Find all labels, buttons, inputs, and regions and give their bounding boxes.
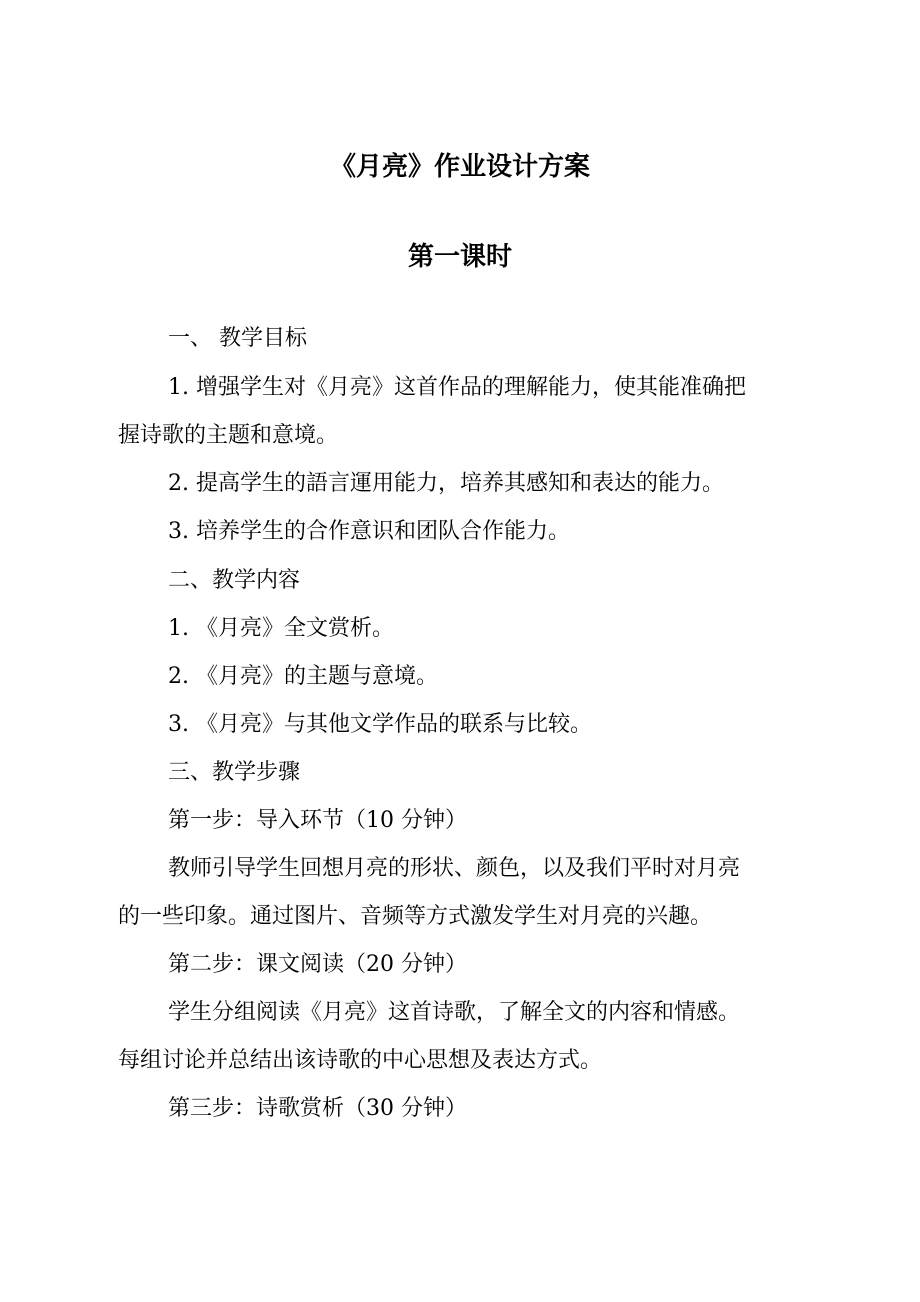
heading-teaching-content: 二、教学内容 bbox=[168, 568, 301, 593]
content-3: 3. 《月亮》与其他文学作品的联系与比较。 bbox=[168, 712, 592, 737]
step-1-text-line-2: 的一些印象。通过图片、音频等方式激发学生对月亮的兴趣。 bbox=[118, 904, 713, 929]
step-1-heading: 第一步：导入环节（10 分钟） bbox=[168, 808, 467, 833]
step-3-heading: 第三步：诗歌赏析（30 分钟） bbox=[168, 1096, 467, 1121]
goal-3: 3. 培养学生的合作意识和团队合作能力。 bbox=[168, 519, 570, 544]
document-title: 《月亮》作业设计方案 bbox=[329, 152, 590, 182]
heading-teaching-goals: 一、 教学目标 bbox=[168, 326, 307, 351]
step-2-text-line-1: 学生分组阅读《月亮》这首诗歌，了解全文的内容和情感。 bbox=[168, 1000, 741, 1025]
step-1-text-line-1: 教师引导学生回想月亮的形状、颜色，以及我们平时对月亮 bbox=[168, 856, 741, 881]
heading-teaching-steps: 三、教学步骤 bbox=[168, 760, 301, 785]
step-2-text-line-2: 每组讨论并总结出该诗歌的中心思想及表达方式。 bbox=[118, 1048, 603, 1073]
content-2: 2. 《月亮》的主题与意境。 bbox=[168, 664, 438, 689]
section-subtitle: 第一课时 bbox=[407, 242, 512, 272]
step-2-heading: 第二步：课文阅读（20 分钟） bbox=[168, 952, 467, 977]
goal-1-line-1: 1. 增强学生对《月亮》这首作品的理解能力，使其能准确把 bbox=[168, 375, 746, 400]
content-1: 1. 《月亮》全文赏析。 bbox=[168, 616, 394, 641]
goal-1-line-2: 握诗歌的主题和意境。 bbox=[118, 423, 339, 448]
goal-2: 2. 提高学生的語言運用能力，培养其感知和表达的能力。 bbox=[168, 471, 724, 496]
